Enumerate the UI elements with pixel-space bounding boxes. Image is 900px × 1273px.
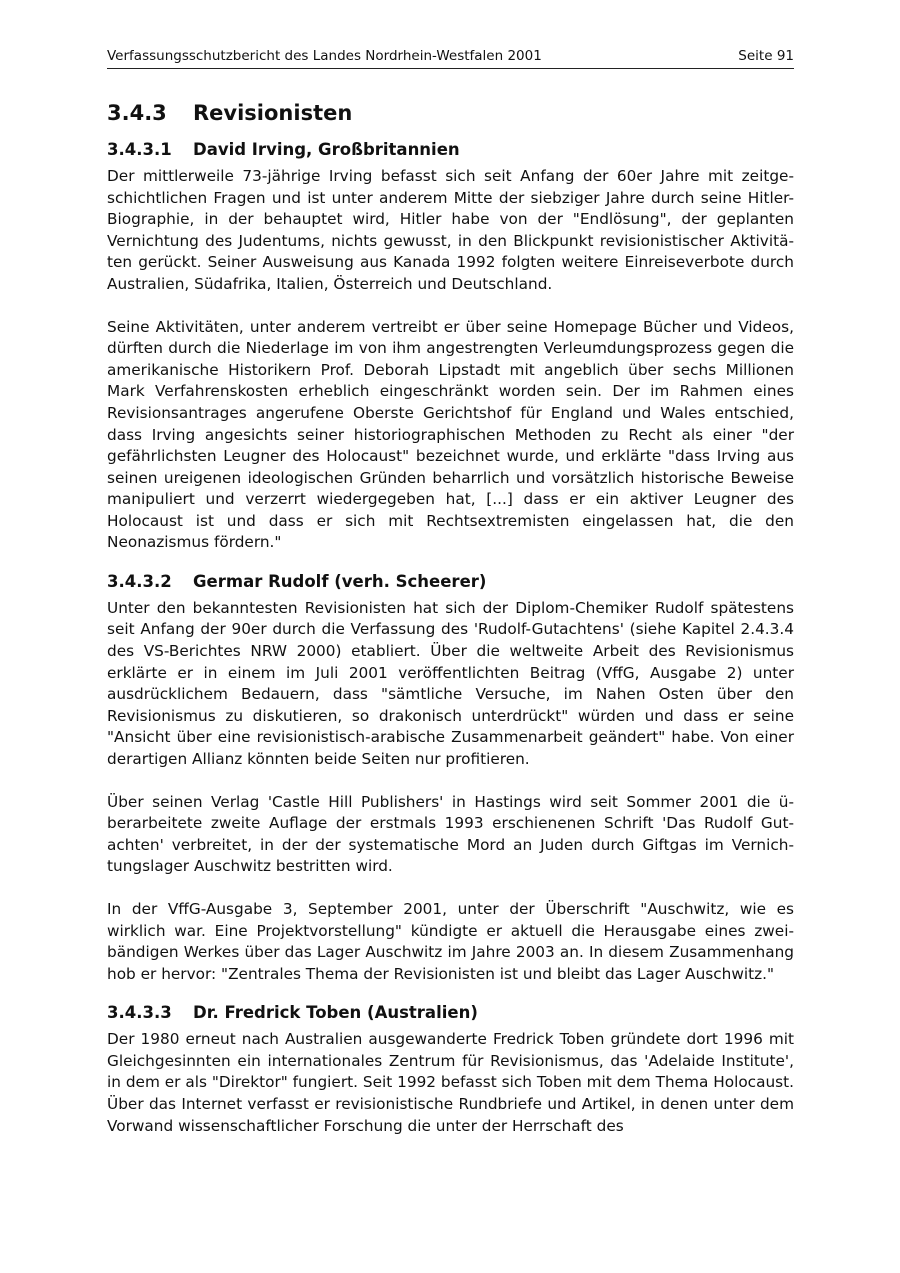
paragraph: Der 1980 erneut nach Australien ausgewanderte Fredrick Toben gründete dort 1996 mit Gleichgesinnten ein internationales Zentrum für Revisionismus, das 'Adelaide Institute', in dem er als "Direktor" fungiert. Seit 1992 befasst sich Toben mit dem Thema Holocaust. Über das Internet verfasst er revisionistische Rundbriefe und Artikel, in denen unter dem Vorwand wissenschaftlicher Forschung die unter der Herrschaft des bbox=[107, 1030, 794, 1135]
chapter-title: Revisionisten bbox=[193, 101, 353, 125]
section-title: David Irving, Großbritannien bbox=[193, 140, 460, 160]
header-title: Verfassungsschutzbericht des Landes Nordrhein-Westfalen 2001 bbox=[107, 48, 542, 64]
paragraph: Über seinen Verlag 'Castle Hill Publishers' in Hastings wird seit Sommer 2001 die überarbeitete zweite Auflage der erstmals 1993 erschienenen Schrift 'Das Rudolf Gutachten' verbreitet, in der der systematische Mord an Juden durch Giftgas im Vernichtungslager Auschwitz bestritten wird. bbox=[107, 792, 794, 876]
section-irving bbox=[107, 140, 794, 554]
running-header bbox=[107, 48, 794, 69]
section-heading bbox=[107, 140, 794, 160]
section-title: Dr. Fredrick Toben (Australien) bbox=[193, 1003, 478, 1023]
paragraph: Der mittlerweile 73-jährige Irving befasst sich seit Anfang der 60er Jahre mit zeitgeschichtlichen Fragen und ist unter anderem Mitte der siebziger Jahre durch seine Hitler-Biographie, in der behauptet wird, Hitler habe von der "Endlösung", der geplanten Vernichtung des Judentums, nichts gewusst, in den Blickpunkt revisionistischer Aktivitäten gerückt. Seiner Ausweisung aus Kanada 1992 folgten weitere Einreiseverbote durch Australien, Südafrika, Italien, Österreich und Deutschland. bbox=[107, 166, 794, 293]
section-rudolf bbox=[107, 572, 794, 985]
section-title: Germar Rudolf (verh. Scheerer) bbox=[193, 572, 487, 592]
paragraph: In der VffG-Ausgabe 3, September 2001, unter der Überschrift "Auschwitz, wie es wirklich war. Eine Projektvorstellung" kündigte er aktuell die Herausgabe eines zweibändigen Werkes über das Lager Auschwitz im Jahre 2003 an. In diesem Zusammenhang hob er hervor: "Zentrales Thema der Revisionisten ist und bleibt das Lager Auschwitz." bbox=[107, 900, 794, 983]
section-heading bbox=[107, 572, 794, 592]
paragraph: Unter den bekanntesten Revisionisten hat sich der Diplom-Chemiker Rudolf spätestens seit Anfang der 90er durch die Verfassung des 'Rudolf-Gutachtens' (siehe Kapitel 2.4.3.4 des VS-Berichtes NRW 2000) etabliert. Über die weltweite Arbeit des Revisionismus erklärte er in einem im Juli 2001 veröffentlichten Beitrag (VffG, Ausgabe 2) unter ausdrücklichem Bedauern, dass "sämtliche Versuche, im Nahen Osten über den Revisionismus zu diskutieren, so drakonisch unterdrückt" würden und dass er seine "Ansicht über eine revisionistisch-arabische Zusammenarbeit geändert" habe. Von einer derartigen Allianz könnten beide Seiten nur profitieren. bbox=[107, 598, 794, 769]
document-page bbox=[107, 48, 794, 1137]
section-toben bbox=[107, 1003, 794, 1137]
chapter-heading bbox=[107, 101, 794, 126]
section-number: 3.4.3.3 bbox=[107, 1003, 172, 1023]
chapter-number: 3.4.3 bbox=[107, 101, 167, 125]
section-heading bbox=[107, 1003, 794, 1023]
paragraph: Seine Aktivitäten, unter anderem vertreibt er über seine Homepage Bücher und Videos, dürften durch die Niederlage im von ihm angestrengten Verleumdungsprozess gegen die amerikanische Historikern Prof. Deborah Lipstadt mit angeblich über sechs Millionen Mark Verfahrenskosten erheblich eingeschränkt worden sein. Der im Rahmen eines Revisionsantrages angerufene Oberste Gerichtshof für England und Wales entschied, dass Irving angesichts seiner historiographischen Methoden zu Recht als einer "der gefährlichsten Leugner des Holocaust" bezeichnet wurde, und erklärte "dass Irving aus seinen ureigenen ideologischen Gründen beharrlich und vorsätzlich historische Beweise manipuliert und verzerrt wiedergegeben hat, [...] dass er ein aktiver Leugner des Holocaust ist und dass er sich mit Rechtsextremisten eingelassen hat, die den Neonazismus fördern." bbox=[107, 317, 794, 552]
page-number: Seite 91 bbox=[738, 48, 794, 64]
section-number: 3.4.3.2 bbox=[107, 572, 172, 592]
section-number: 3.4.3.1 bbox=[107, 140, 172, 160]
